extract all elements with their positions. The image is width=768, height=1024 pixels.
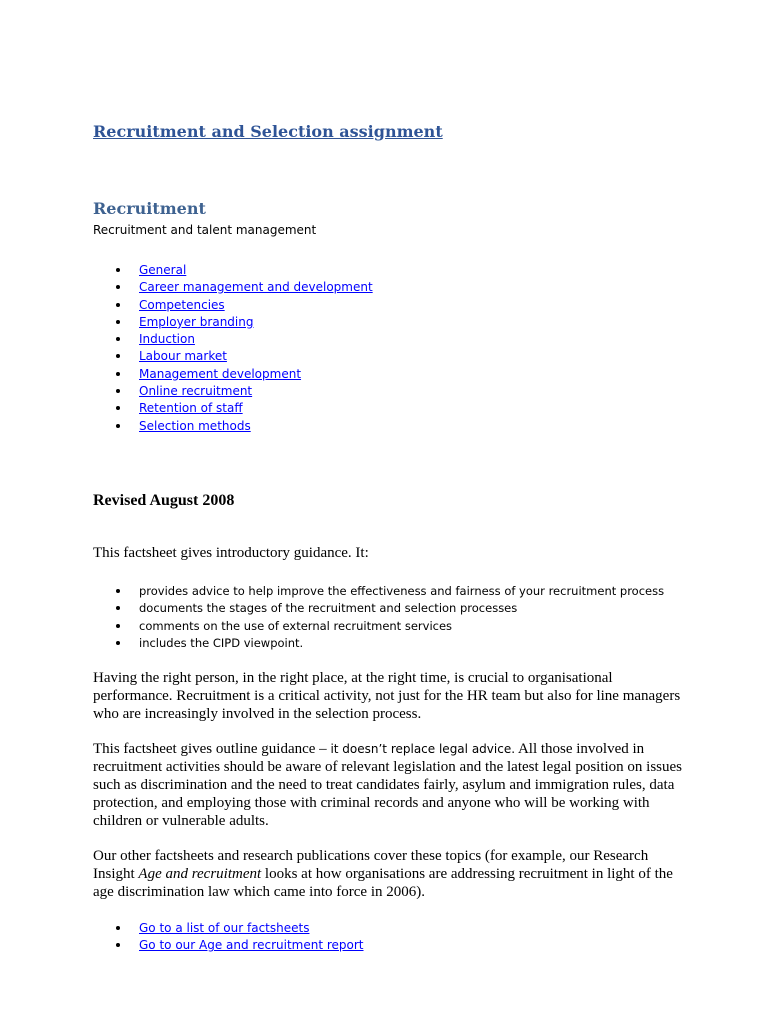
list-item [93, 582, 664, 599]
factsheet-point-text: provides advice to help improve the effectiveness and fairness of your recruitment process [139, 584, 665, 598]
topic-link-competencies[interactable]: Competencies [139, 297, 225, 312]
topic-link-induction[interactable]: Induction [139, 332, 195, 347]
list-item [93, 599, 664, 616]
list-item [93, 313, 373, 330]
list-item [93, 261, 373, 278]
paragraph-text: All those involved in recruitment activities should be aware of relevant legislation and the latest legal position on issues such as discrimination and the need to treat candidates fairly, asylum and immigration rules, data protection, and employing those with criminal records and anyone who will be working with children or vulnerable adults. [93, 741, 682, 829]
subheading-talent-management: Recruitment and talent management [93, 223, 317, 237]
list-item [93, 617, 664, 634]
age-recruitment-report-link[interactable]: Go to our Age and recruitment report [139, 938, 364, 953]
legal-advice-note: it doesn’t replace legal advice. [330, 742, 516, 756]
topic-link-labour-market[interactable]: Labour market [139, 349, 227, 364]
body-paragraph-right-person: Having the right person, in the right place, at the right time, is crucial to organisational performance. Recruitment is a critical activity, not just for the HR team but also for line managers who are increasingly involved in the selection process. [93, 670, 681, 722]
topic-link-selection-methods[interactable]: Selection methods [139, 418, 251, 433]
paragraph-text: This factsheet gives outline guidance – [93, 741, 331, 757]
topic-link-retention-of-staff[interactable]: Retention of staff [139, 401, 243, 416]
revised-date-heading: Revised August 2008 [93, 492, 235, 509]
factsheet-point-text: includes the CIPD viewpoint. [139, 635, 304, 650]
topic-link-career-management[interactable]: Career management and development [139, 280, 373, 295]
topic-link-employer-branding[interactable]: Employer branding [139, 314, 254, 329]
list-item [93, 365, 373, 382]
footer-link-list [93, 919, 364, 954]
topic-link-online-recruitment[interactable]: Online recruitment [139, 384, 253, 399]
topic-link-general[interactable]: General [139, 263, 187, 277]
document-title: Recruitment and Selection assignment [93, 122, 443, 141]
list-item [93, 919, 364, 936]
factsheet-point-list [93, 582, 664, 651]
factsheets-list-link[interactable]: Go to a list of our factsheets [139, 921, 310, 935]
paragraph-text: Our other factsheets and research publications cover these topics (for example, our Research Insight [93, 848, 649, 882]
topic-link-list [93, 261, 373, 434]
topic-link-management-development[interactable]: Management development [139, 366, 302, 381]
list-item [93, 936, 364, 953]
paragraph-text: looks at how organisations are addressing recruitment in light of the age discrimination law which came into force in 2006). [93, 866, 673, 900]
body-paragraph-other-factsheets [93, 847, 683, 901]
list-item [93, 634, 664, 651]
list-item [93, 417, 373, 434]
intro-paragraph: This factsheet gives introductory guidance. It: [93, 545, 369, 561]
list-item [93, 399, 373, 416]
list-item [93, 296, 373, 313]
list-item [93, 347, 373, 364]
list-item [93, 330, 373, 347]
list-item [93, 382, 373, 399]
section-heading-recruitment: Recruitment [93, 199, 206, 218]
list-item [93, 278, 373, 295]
factsheet-point-text: documents the stages of the recruitment and selection processes [139, 601, 518, 616]
factsheet-point-text: comments on the use of external recruitment services [139, 618, 453, 633]
report-title: Age and recruitment [138, 866, 262, 882]
body-paragraph-legal-guidance [93, 740, 683, 830]
